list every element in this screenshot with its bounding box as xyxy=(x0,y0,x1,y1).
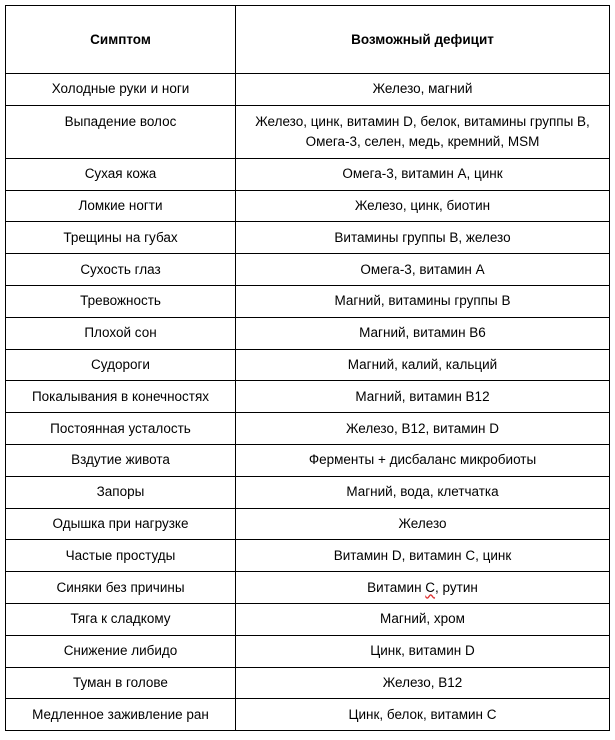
table-row xyxy=(6,476,610,508)
deficit-cell: Омега-3, витамин А xyxy=(236,254,610,286)
table-row xyxy=(6,381,610,413)
table-row xyxy=(6,349,610,381)
symptom-cell: Тревожность xyxy=(6,285,236,317)
deficit-cell: Железо xyxy=(236,508,610,540)
deficit-cell: Железо, В12 xyxy=(236,667,610,699)
table-row xyxy=(6,540,610,572)
symptom-deficit-table xyxy=(5,5,610,731)
spellcheck-marked-letter: С xyxy=(425,579,436,595)
table-row xyxy=(6,444,610,476)
symptom-cell: Медленное заживление ран xyxy=(6,699,236,731)
symptom-cell: Синяки без причины xyxy=(6,572,236,604)
deficit-cell: Магний, витамин В6 xyxy=(236,317,610,349)
deficit-cell: Железо, цинк, биотин xyxy=(236,190,610,222)
symptom-cell: Вздутие живота xyxy=(6,444,236,476)
header-deficit: Возможный дефицит xyxy=(236,6,610,74)
symptom-cell: Холодные руки и ноги xyxy=(6,74,236,106)
table-row xyxy=(6,508,610,540)
table-row xyxy=(6,254,610,286)
table-row xyxy=(6,603,610,635)
deficit-cell: Магний, калий, кальций xyxy=(236,349,610,381)
table-row xyxy=(6,158,610,190)
symptom-cell: Одышка при нагрузке xyxy=(6,508,236,540)
table-row xyxy=(6,699,610,731)
symptom-cell: Туман в голове xyxy=(6,667,236,699)
deficit-text-pre: Витамин xyxy=(367,579,426,595)
symptom-cell: Покалывания в конечностях xyxy=(6,381,236,413)
symptom-cell: Плохой сон xyxy=(6,317,236,349)
table-row xyxy=(6,190,610,222)
deficit-cell: Магний, витамин В12 xyxy=(236,381,610,413)
symptom-cell: Частые простуды xyxy=(6,540,236,572)
table-row xyxy=(6,572,610,604)
deficit-cell: Омега-3, витамин А, цинк xyxy=(236,158,610,190)
deficit-cell: Ферменты + дисбаланс микробиоты xyxy=(236,444,610,476)
symptom-cell: Тяга к сладкому xyxy=(6,603,236,635)
table-row xyxy=(6,285,610,317)
deficit-cell: Витамин D, витамин C, цинк xyxy=(236,540,610,572)
deficit-cell: Железо, цинк, витамин D, белок, витамины группы В, Омега-3, селен, медь, кремний, MSM xyxy=(236,105,610,158)
table-row xyxy=(6,74,610,106)
deficit-cell: Железо, В12, витамин D xyxy=(236,413,610,445)
deficit-cell: Магний, витамины группы В xyxy=(236,285,610,317)
deficit-cell: Железо, магний xyxy=(236,74,610,106)
table-row xyxy=(6,317,610,349)
deficit-cell: Витамины группы В, железо xyxy=(236,222,610,254)
table-row xyxy=(6,222,610,254)
symptom-cell: Запоры xyxy=(6,476,236,508)
deficit-cell: Цинк, витамин D xyxy=(236,635,610,667)
table-row xyxy=(6,635,610,667)
symptom-cell: Выпадение волос xyxy=(6,105,236,158)
table-header-row xyxy=(6,6,610,74)
table-row xyxy=(6,105,610,158)
deficit-text-post: , рутин xyxy=(435,579,478,595)
symptom-cell: Снижение либидо xyxy=(6,635,236,667)
symptom-cell: Сухость глаз xyxy=(6,254,236,286)
symptom-cell: Судороги xyxy=(6,349,236,381)
symptom-cell: Трещины на губах xyxy=(6,222,236,254)
deficit-cell xyxy=(236,572,610,604)
deficit-cell: Магний, хром xyxy=(236,603,610,635)
header-symptom: Симптом xyxy=(6,6,236,74)
symptom-cell: Ломкие ногти xyxy=(6,190,236,222)
table-row xyxy=(6,413,610,445)
symptom-cell: Постоянная усталость xyxy=(6,413,236,445)
table-row xyxy=(6,667,610,699)
deficit-cell: Магний, вода, клетчатка xyxy=(236,476,610,508)
deficit-cell: Цинк, белок, витамин C xyxy=(236,699,610,731)
symptom-cell: Сухая кожа xyxy=(6,158,236,190)
